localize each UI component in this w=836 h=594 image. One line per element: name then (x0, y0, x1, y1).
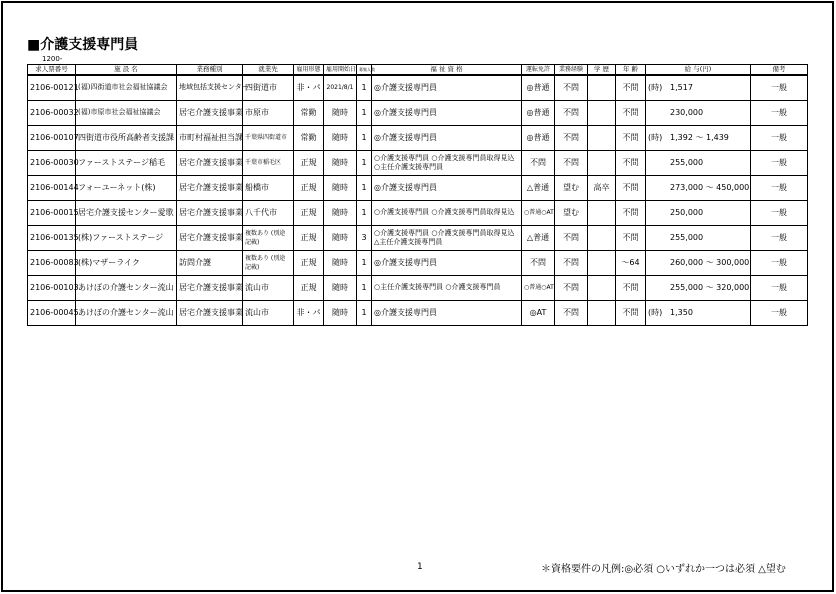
cell-exp: 不問 (555, 150, 588, 175)
table-row (28, 175, 808, 200)
cell-start: 随時 (324, 150, 357, 175)
cell-wage (646, 250, 751, 275)
cell-facility: あけぼの介護センター流山 (76, 300, 177, 325)
cell-edu (588, 275, 616, 300)
cell-age: 不問 (616, 100, 646, 125)
cell-type: 訪問介護 (177, 250, 243, 275)
cell-place: 複数あり (別途記載) (243, 225, 294, 250)
cell-license: △普通 (522, 225, 555, 250)
page-title: ■介護支援専門員 (27, 37, 139, 53)
cell-place: 四街道市 (243, 75, 294, 100)
cell-facility: (福)四街道市社会福祉協議会 (76, 75, 177, 100)
header-license: 運転免許 (522, 65, 555, 76)
cell-exp: 不問 (555, 75, 588, 100)
cell-exp: 望む (555, 200, 588, 225)
cell-license: 不問 (522, 150, 555, 175)
wage-value: 260,000 〜 300,000 (670, 258, 750, 267)
cell-type: 居宅介護支援事業 (177, 300, 243, 325)
header-form: 雇用形態 (294, 65, 324, 76)
job-table (27, 64, 808, 326)
cell-edu (588, 250, 616, 275)
cell-age: 不問 (616, 200, 646, 225)
cell-no: 2106-00083 (28, 250, 76, 275)
cell-form: 正規 (294, 225, 324, 250)
header-type: 業務種別 (177, 65, 243, 76)
cell-wage (646, 75, 751, 100)
cell-wage (646, 125, 751, 150)
table-row (28, 75, 808, 100)
cell-start: 2021/8/1 (324, 75, 357, 100)
header-start: 雇用開始日 (324, 65, 357, 76)
cell-qual: ○介護支援専門員 ○介護支援専門員取得見込 ○主任介護支援専門員 (372, 150, 522, 175)
wage-value: 250,000 (670, 208, 704, 217)
cell-note: 一般 (751, 250, 808, 275)
cell-age: 不問 (616, 300, 646, 325)
cell-wage (646, 175, 751, 200)
cell-form: 常勤 (294, 125, 324, 150)
header-qual: 福 祉 資 格 (372, 65, 522, 76)
cell-wage (646, 200, 751, 225)
wage-value: 230,000 (670, 108, 704, 117)
cell-start: 随時 (324, 125, 357, 150)
cell-place: 千葉市稲毛区 (243, 150, 294, 175)
cell-facility: ファーストステージ稲毛 (76, 150, 177, 175)
cell-exp: 不問 (555, 275, 588, 300)
header-wage: 給 与(円) (646, 65, 751, 76)
cell-note: 一般 (751, 300, 808, 325)
cell-no: 2106-00121 (28, 75, 76, 100)
cell-age: 不問 (616, 150, 646, 175)
table-row (28, 125, 808, 150)
cell-type: 居宅介護支援事業 (177, 100, 243, 125)
cell-form: 正規 (294, 150, 324, 175)
cell-wage (646, 275, 751, 300)
wage-value: 1,350 (670, 308, 693, 317)
cell-no: 2106-00030 (28, 150, 76, 175)
cell-qual: ◎介護支援専門員 (372, 125, 522, 150)
header-facility: 施 設 名 (76, 65, 177, 76)
cell-license: ◎AT (522, 300, 555, 325)
cell-type: 居宅介護支援事業 (177, 150, 243, 175)
table-row (28, 300, 808, 325)
cell-qual: ◎介護支援専門員 (372, 175, 522, 200)
cell-count: 1 (357, 175, 372, 200)
cell-qual: ◎介護支援専門員 (372, 75, 522, 100)
cell-wage (646, 150, 751, 175)
wage-prefix (648, 258, 664, 267)
cell-wage (646, 225, 751, 250)
cell-place: 船橋市 (243, 175, 294, 200)
cell-edu (588, 125, 616, 150)
cell-license: 不問 (522, 250, 555, 275)
wage-prefix (648, 283, 664, 292)
cell-note: 一般 (751, 225, 808, 250)
cell-place: 流山市 (243, 300, 294, 325)
cell-age: 〜64 (616, 250, 646, 275)
cell-type: 地域包括支援センター (177, 75, 243, 100)
cell-age: 不問 (616, 75, 646, 100)
cell-qual: ○介護支援専門員 ○介護支援専門員取得見込 △主任介護支援専門員 (372, 225, 522, 250)
cell-note: 一般 (751, 275, 808, 300)
cell-start: 随時 (324, 225, 357, 250)
cell-no: 2106-00135 (28, 225, 76, 250)
cell-edu (588, 100, 616, 125)
cell-form: 常勤 (294, 100, 324, 125)
header-count: 募集人数 (357, 65, 372, 76)
cell-qual: ○介護支援専門員 ○介護支援専門員取得見込 (372, 200, 522, 225)
table-row (28, 200, 808, 225)
cell-form: 正規 (294, 250, 324, 275)
wage-value: 255,000 (670, 158, 704, 167)
cell-note: 一般 (751, 75, 808, 100)
wage-prefix: (時) (648, 133, 663, 142)
wage-prefix (648, 158, 664, 167)
page-number: 1 (417, 562, 423, 572)
table-header-row (28, 65, 808, 76)
cell-exp: 不問 (555, 225, 588, 250)
wage-value: 1,392 〜 1,439 (670, 133, 729, 142)
cell-count: 1 (357, 150, 372, 175)
cell-start: 随時 (324, 200, 357, 225)
table-row (28, 275, 808, 300)
wage-value: 255,000 (670, 233, 704, 242)
cell-license: ◎普通 (522, 75, 555, 100)
table-row (28, 150, 808, 175)
cell-facility: (株)ファーストステージ (76, 225, 177, 250)
wage-value: 255,000 〜 320,000 (670, 283, 750, 292)
cell-age: 不問 (616, 175, 646, 200)
cell-start: 随時 (324, 300, 357, 325)
cell-count: 1 (357, 125, 372, 150)
header-place: 就業先 (243, 65, 294, 76)
cell-note: 一般 (751, 100, 808, 125)
cell-place: 八千代市 (243, 200, 294, 225)
cell-note: 一般 (751, 175, 808, 200)
cell-exp: 望む (555, 175, 588, 200)
cell-start: 随時 (324, 175, 357, 200)
cell-license: ◎普通 (522, 100, 555, 125)
cell-license: ○普通○AT (522, 275, 555, 300)
cell-age: 不問 (616, 275, 646, 300)
cell-no: 2106-00144 (28, 175, 76, 200)
wage-prefix (648, 233, 664, 242)
header-note: 備考 (751, 65, 808, 76)
cell-edu (588, 225, 616, 250)
cell-start: 随時 (324, 275, 357, 300)
cell-qual: ◎介護支援専門員 (372, 300, 522, 325)
wage-value: 273,000 〜 450,000 (670, 183, 750, 192)
cell-no: 2106-00107 (28, 125, 76, 150)
cell-no: 2106-00015 (28, 200, 76, 225)
cell-place: 複数あり (別途記載) (243, 250, 294, 275)
cell-count: 1 (357, 300, 372, 325)
header-edu: 学 歴 (588, 65, 616, 76)
cell-age: 不問 (616, 225, 646, 250)
sub-code: 1200- (42, 55, 63, 63)
cell-note: 一般 (751, 200, 808, 225)
page-frame (1, 1, 834, 592)
cell-note: 一般 (751, 125, 808, 150)
wage-prefix: (時) (648, 308, 663, 317)
cell-form: 正規 (294, 200, 324, 225)
cell-qual: ◎介護支援専門員 (372, 100, 522, 125)
cell-license: ◎普通 (522, 125, 555, 150)
cell-note: 一般 (751, 150, 808, 175)
cell-edu (588, 200, 616, 225)
cell-start: 随時 (324, 100, 357, 125)
cell-edu (588, 150, 616, 175)
cell-license: ○普通○AT (522, 200, 555, 225)
cell-qual: ○主任介護支援専門員 ○介護支援専門員 (372, 275, 522, 300)
cell-place: 千葉県四街道市 (243, 125, 294, 150)
wage-prefix (648, 183, 664, 192)
cell-type: 市町村福祉担当課 (177, 125, 243, 150)
cell-facility: 四街道市役所高齢者支援課 (76, 125, 177, 150)
cell-type: 居宅介護支援事業 (177, 175, 243, 200)
table-row (28, 100, 808, 125)
cell-facility: (株)マザーライク (76, 250, 177, 275)
qualification-legend: ＊資格要件の凡例:◎必須 ○いずれか一つは必須 △望む (541, 564, 786, 575)
cell-form: 非・パ (294, 300, 324, 325)
header-exp: 業務経験 (555, 65, 588, 76)
wage-value: 1,517 (670, 83, 693, 93)
table-row (28, 250, 808, 275)
cell-no: 2106-00103 (28, 275, 76, 300)
cell-license: △普通 (522, 175, 555, 200)
cell-facility: (福)市原市社会福祉協議会 (76, 100, 177, 125)
cell-exp: 不問 (555, 250, 588, 275)
cell-count: 3 (357, 225, 372, 250)
cell-place: 市原市 (243, 100, 294, 125)
cell-facility: あけぼの介護センター流山 (76, 275, 177, 300)
header-no: 求人票番号 (28, 65, 76, 76)
header-age: 年 齢 (616, 65, 646, 76)
table-row (28, 225, 808, 250)
cell-count: 1 (357, 75, 372, 100)
cell-form: 正規 (294, 175, 324, 200)
cell-count: 1 (357, 200, 372, 225)
cell-facility: 居宅介護支援センター愛歌 (76, 200, 177, 225)
cell-count: 1 (357, 100, 372, 125)
cell-facility: フォーユーネット(株) (76, 175, 177, 200)
cell-edu (588, 300, 616, 325)
cell-qual: ◎介護支援専門員 (372, 250, 522, 275)
cell-count: 1 (357, 275, 372, 300)
cell-type: 居宅介護支援事業 (177, 275, 243, 300)
cell-form: 正規 (294, 275, 324, 300)
cell-edu: 高卒 (588, 175, 616, 200)
cell-edu (588, 75, 616, 100)
cell-exp: 不問 (555, 125, 588, 150)
wage-prefix: (時) (648, 83, 663, 93)
cell-age: 不問 (616, 125, 646, 150)
cell-wage (646, 100, 751, 125)
cell-place: 流山市 (243, 275, 294, 300)
cell-type: 居宅介護支援事業 (177, 200, 243, 225)
cell-exp: 不問 (555, 300, 588, 325)
cell-no: 2106-00045 (28, 300, 76, 325)
wage-prefix (648, 208, 664, 217)
cell-exp: 不問 (555, 100, 588, 125)
cell-no: 2106-00032 (28, 100, 76, 125)
wage-prefix (648, 108, 664, 117)
cell-form: 非・パ (294, 75, 324, 100)
cell-count: 1 (357, 250, 372, 275)
cell-type: 居宅介護支援事業 (177, 225, 243, 250)
cell-start: 随時 (324, 250, 357, 275)
cell-wage (646, 300, 751, 325)
